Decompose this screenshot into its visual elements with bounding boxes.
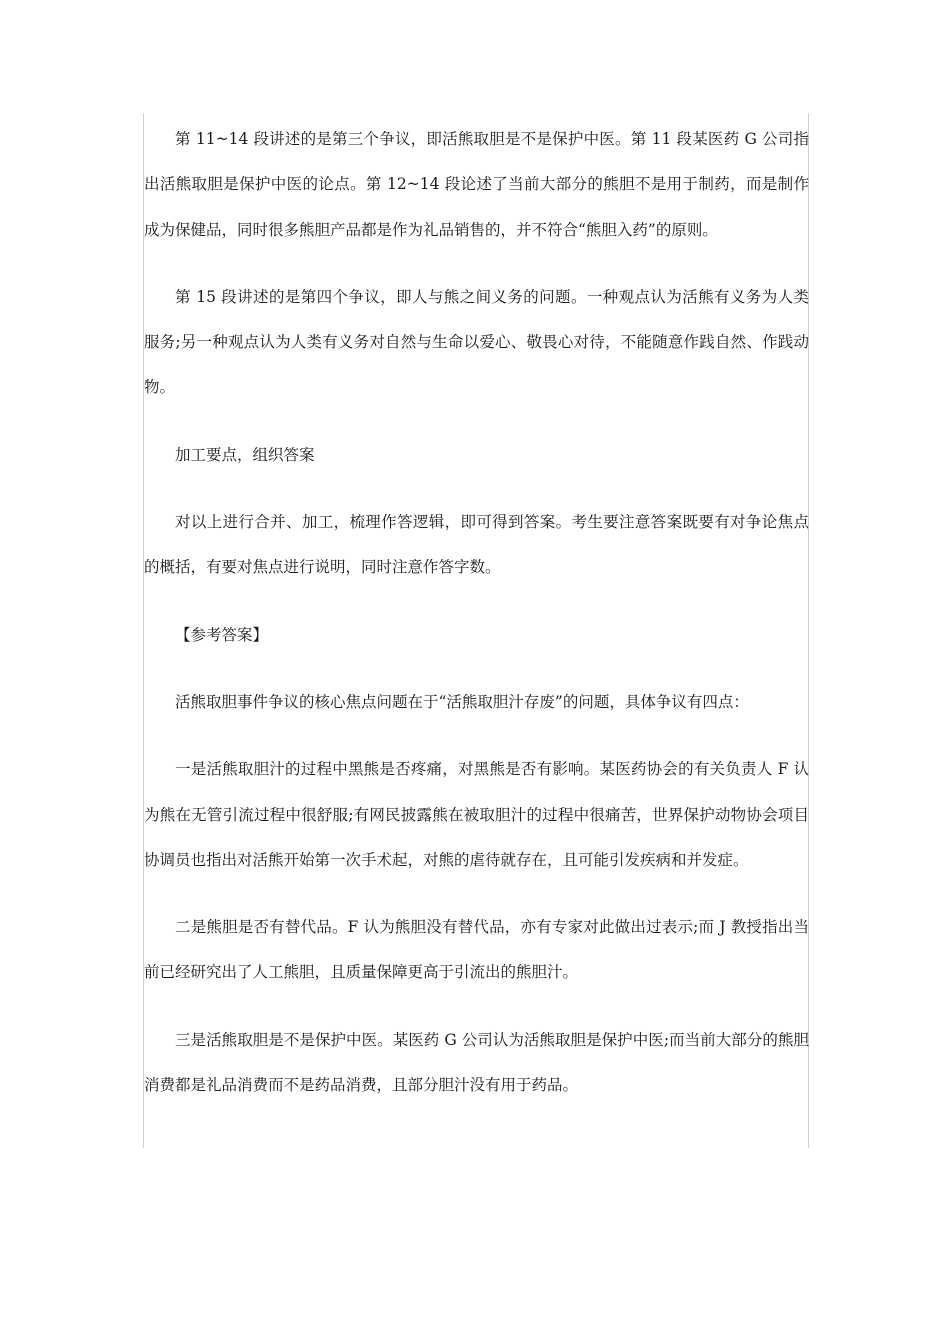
- paragraph-gap: [144, 478, 809, 500]
- document-body: [144, 117, 809, 1108]
- paragraph-third-dispute: 第 11~14 段讲述的是第三个争议，即活熊取胆是不是保护中医。第 11 段某医药 G 公司指出活熊取胆是保护中医的论点。第 12~14 段论述了当前大部分的熊胆不是用于制药，而是制作成为保健品，同时很多熊胆产品都是作为礼品销售的，并不符合“熊胆入药”的原则。: [144, 130, 809, 239]
- paragraph-point-one: 一是活熊取胆汁的过程中黑熊是否疼痛，对黑熊是否有影响。某医药协会的有关负责人 F 认为熊在无管引流过程中很舒服;有网民披露熊在被取胆汁的过程中很痛苦，世界保护动物协会项目协调员也指出对活熊开始第一次手术起，对熊的虐待就存在，且可能引发疾病和并发症。: [144, 760, 809, 869]
- section-heading-organize: 加工要点，组织答案: [175, 445, 315, 464]
- paragraph-point-three: 三是活熊取胆是不是保护中医。某医药 G 公司认为活熊取胆是保护中医;而当前大部分的熊胆消费都是礼品消费而不是药品消费，且部分胆汁没有用于药品。: [144, 1030, 809, 1095]
- reference-answer-heading: 【参考答案】: [175, 625, 269, 644]
- paragraph-fourth-dispute: 第 15 段讲述的是第四个争议，即人与熊之间义务的问题。一种观点认为活熊有义务为人类服务;另一种观点认为人类有义务对自然与生命以爱心、敬畏心对待，不能随意作践自然、作践动物。: [144, 287, 809, 397]
- paragraph-core-focus: 活熊取胆事件争议的核心焦点问题在于“活熊取胆汁存废”的问题，具体争议有四点：: [175, 692, 749, 711]
- paragraph-gap: [144, 725, 809, 747]
- paragraph-gap: [144, 591, 809, 613]
- paragraph-gap: [144, 658, 809, 680]
- paragraph-gap: [144, 253, 809, 275]
- paragraph-gap: [144, 996, 809, 1018]
- paragraph-merge-instructions: 对以上进行合并、加工，梳理作答逻辑，即可得到答案。考生要注意答案既要有对争论焦点的概括，有要对焦点进行说明，同时注意作答字数。: [144, 513, 809, 577]
- paragraph-gap: [144, 411, 809, 433]
- paragraph-point-two: 二是熊胆是否有替代品。F 认为熊胆没有替代品，亦有专家对此做出过表示;而 J 教授指出当前已经研究出了人工熊胆，且质量保障更高于引流出的熊胆汁。: [144, 918, 809, 982]
- paragraph-gap: [144, 883, 809, 905]
